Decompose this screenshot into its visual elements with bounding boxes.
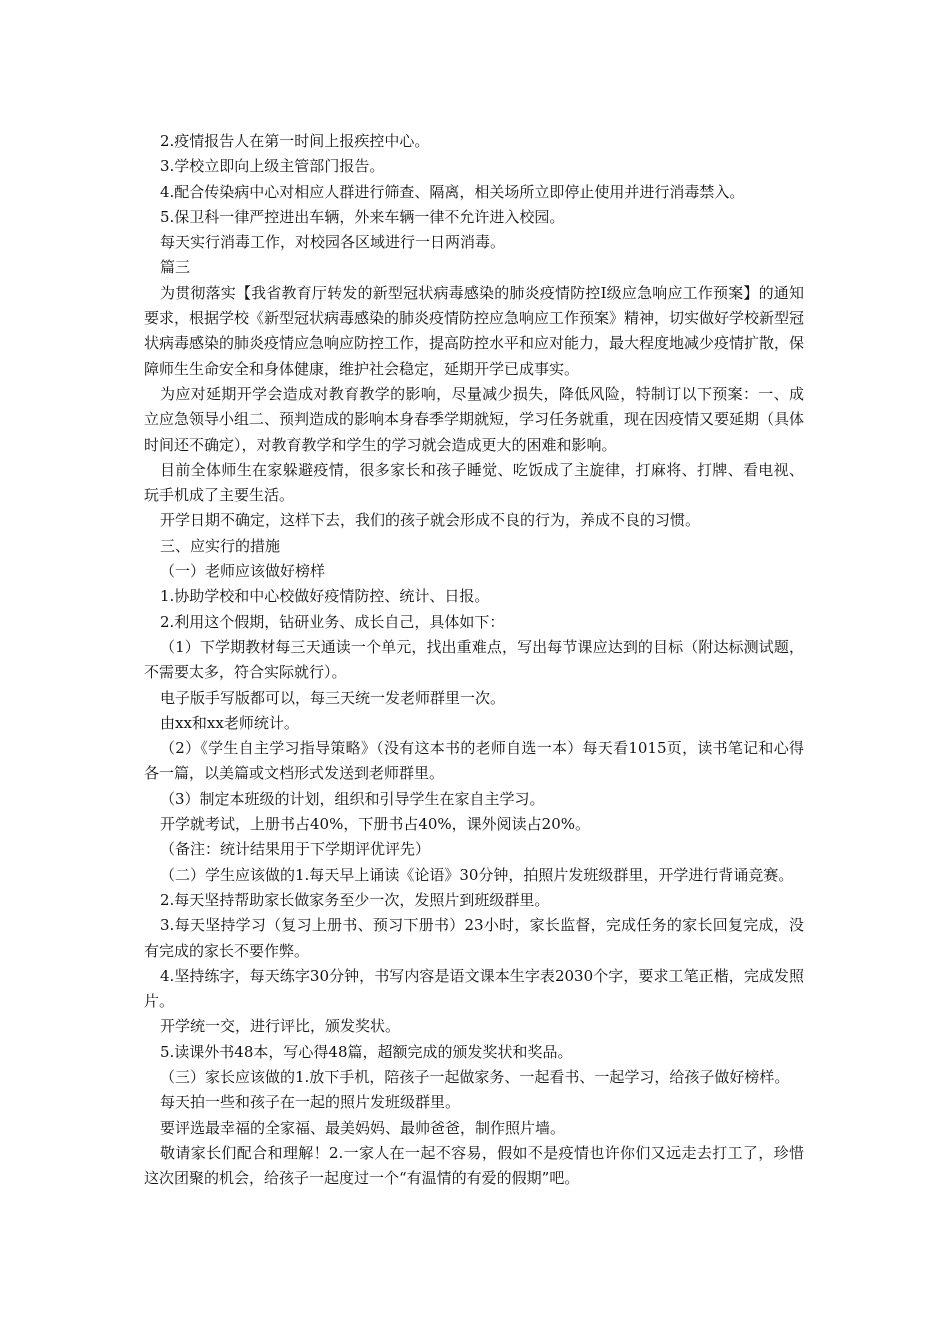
paragraph: 敬请家长们配合和理解！2.一家人在一起不容易，假如不是疫情也许你们又远走去打工了，珍惜这次团聚的机会，给孩子一起度过一个“有温情的有爱的假期”吧。 bbox=[144, 1143, 804, 1188]
document-body bbox=[144, 129, 804, 1191]
paragraph: 开学就考试，上册书占40%，下册书占40%，课外阅读占20%。 bbox=[160, 815, 591, 834]
paragraph: 电子版手写版都可以，每三天统一发老师群里一次。 bbox=[160, 688, 506, 707]
paragraph: 由xx和xx老师统计。 bbox=[160, 713, 299, 732]
paragraph: 篇三 bbox=[160, 258, 191, 277]
paragraph: 为贯彻落实【我省教育厅转发的新型冠状病毒感染的肺炎疫情防控Ⅰ级应急响应工作预案】的通知要求，根据学校《新型冠状病毒感染的肺炎疫情防控应急响应工作预案》精神，切实做好学校新型冠状病毒感染的肺炎疫情应急响应防控工作，提高防控水平和应对能力，最大程度地减少疫情扩散，保障师生生命安全和身体健康，维护社会稳定，延期开学已成事实。 bbox=[144, 283, 805, 378]
paragraph: 2.疫情报告人在第一时间上报疾控中心。 bbox=[160, 132, 430, 150]
paragraph: （一）老师应该做好榜样 bbox=[160, 562, 326, 581]
paragraph: （2）《学生自主学习指导策略》（没有这本书的老师自选一本）每天看1015页，读书笔记和心得各一篇，以美篇或文档形式发送到老师群里。 bbox=[144, 739, 804, 783]
paragraph: （1）下学期教材每三天通读一个单元，找出重难点，写出每节课应达到的目标（附达标测试题，不需要太多，符合实际就行）。 bbox=[144, 637, 804, 682]
paragraph: 1.协助学校和中心校做好疫情防控、统计、日报。 bbox=[160, 587, 490, 606]
paragraph: 要评选最幸福的全家福、最美妈妈、最帅爸爸，制作照片墙。 bbox=[160, 1118, 566, 1137]
paragraph: 每天拍一些和孩子在一起的照片发班级群里。 bbox=[160, 1093, 461, 1112]
paragraph: 开学日期不确定，这样下去，我们的孩子就会形成不良的行为，养成不良的习惯。 bbox=[160, 511, 701, 530]
paragraph: 4.坚持练字，每天练字30分钟，书写内容是语文课本生字表2030个字，要求工笔正楷，完成发照片。 bbox=[144, 966, 804, 1011]
paragraph: 2.每天坚持帮助家长做家务至少一次，发照片到班级群里。 bbox=[160, 890, 550, 909]
paragraph: 5.读课外书48本，写心得48篇，超额完成的颁发奖状和奖品。 bbox=[160, 1042, 573, 1061]
paragraph: 4.配合传染病中心对相应人群进行筛查、隔离，相关场所立即停止使用并进行消毒禁入。 bbox=[160, 182, 745, 201]
paragraph: 每天实行消毒工作，对校园各区域进行一日两消毒。 bbox=[160, 233, 506, 252]
paragraph: 3.学校立即向上级主管部门报告。 bbox=[160, 157, 385, 176]
paragraph: （三）家长应该做的1.放下手机，陪孩子一起做家务、一起看书、一起学习，给孩子做好榜样。 bbox=[160, 1067, 790, 1086]
paragraph: （3）制定本班级的计划，组织和引导学生在家自主学习。 bbox=[160, 789, 545, 808]
paragraph: 3.每天坚持学习（复习上册书、预习下册书）23小时，家长监督，完成任务的家长回复完成，没有完成的家长不要作弊。 bbox=[144, 916, 804, 960]
paragraph: （二）学生应该做的1.每天早上诵读《论语》30分钟，拍照片发班级群里，开学进行背诵竞赛。 bbox=[160, 865, 794, 884]
paragraph: 为应对延期开学会造成对教育教学的影响，尽量减少损失，降低风险，特制订以下预案：一、成立应急领导小组二、预判造成的影响本身春季学期就短，学习任务就重，现在因疫情又要延期（具体时间还不确定），对教育教学和学生的学习就会造成更大的困难和影响。 bbox=[144, 384, 805, 454]
paragraph: 三、应实行的措施 bbox=[160, 536, 281, 555]
paragraph: 目前全体师生在家躲避疫情，很多家长和孩子睡觉、吃饭成了主旋律，打麻将、打牌、看电视、玩手机成了主要生活。 bbox=[144, 460, 804, 505]
paragraph: 开学统一交，进行评比，颁发奖状。 bbox=[160, 1017, 401, 1036]
paragraph: （备注：统计结果用于下学期评优评先） bbox=[160, 840, 431, 859]
paragraph: 2.利用这个假期，钻研业务、成长自己，具体如下： bbox=[160, 612, 505, 631]
paragraph: 5.保卫科一律严控进出车辆，外来车辆一律不允许进入校园。 bbox=[160, 207, 565, 226]
